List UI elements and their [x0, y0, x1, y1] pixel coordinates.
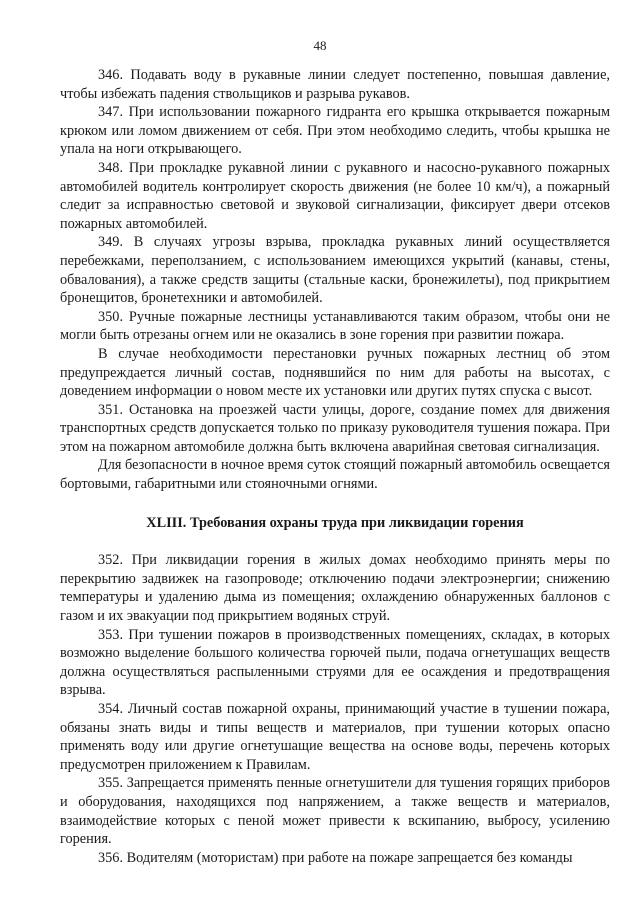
paragraph-354: 354. Личный состав пожарной охраны, принимающий участие в тушении пожара, обязаны знать виды и типы веществ и материалов, при тушении которых опасно применять воду или другие огнетушащие вещества на основе воды, перечень которых предусмотрен приложением к Правилам.	[60, 701, 610, 773]
paragraph-346: 346. Подавать воду в рукавные линии следует постепенно, повышая давление, чтобы избежать падения ствольщиков и разрыва рукавов.	[60, 67, 610, 102]
paragraph-350-continued: В случае необходимости перестановки ручных пожарных лестниц об этом предупреждается личный состав, поднявшийся по ним для работы на высотах, с доведением информации о новом месте их установки или других путях спуска с высот.	[60, 345, 610, 400]
section-heading: XLIII. Требования охраны труда при ликвидации горения	[146, 514, 524, 531]
paragraph-352: 352. При ликвидации горения в жилых домах необходимо принять меры по перекрытию задвижек на газопроводе; отключению подачи электроэнергии; снижению температуры и удалению дыма из помещения; охлаждению обнаруженных баллонов с газом и их эвакуации под прикрытием водяных струй.	[60, 552, 610, 625]
document-body	[60, 66, 610, 867]
paragraph-351-continued: Для безопасности в ночное время суток стоящий пожарный автомобиль освещается бортовыми, габаритными или стояночными огнями.	[60, 457, 610, 493]
paragraph-351: 351. Остановка на проезжей части улицы, дороге, создание помех для движения транспортных средств допускается только по приказу руководителя тушения пожара. При этом на пожарном автомобиле должна быть включена аварийная световая сигнализация.	[60, 401, 610, 455]
paragraph-347: 347. При использовании пожарного гидранта его крышка открывается пожарным крюком или ломом движением от себя. При этом необходимо следить, чтобы крышка не упала на ноги открывающего.	[60, 104, 610, 158]
paragraph-348: 348. При прокладке рукавной линии с рукавного и насосно-рукавного пожарных автомобилей водитель контролирует скорость движения (не более 10 км/ч), а пожарный следит за исправностью световой и звуковой сигнализации, фиксирует двери отсеков пожарных автомобилей.	[60, 159, 610, 232]
paragraph-355: 355. Запрещается применять пенные огнетушители для тушения горящих приборов и оборудования, находящихся под напряжением, а также веществ и материалов, взаимодействие которых с пеной может привести к вскипанию, выбросу, усилению горения.	[60, 775, 610, 848]
paragraph-349: 349. В случаях угрозы взрыва, прокладка рукавных линий осуществляется перебежками, переползанием, с использованием имеющихся укрытий (канавы, стены, обвалования), а также средств защиты (стальные каски, бронежилеты), под прикрытием бронещитов, бронетехники и автомобилей.	[60, 234, 610, 307]
paragraph-353: 353. При тушении пожаров в производственных помещениях, складах, в которых возможно выделение большого количества горючей пыли, подача огнетушащих веществ должна осуществляться распыленными струями для ее осаждения и предотвращения взрыва.	[60, 626, 610, 699]
page-number: 48	[313, 38, 327, 53]
paragraph-356: 356. Водителям (мотористам) при работе на пожаре запрещается без команды	[98, 849, 573, 866]
paragraph-350: 350. Ручные пожарные лестницы устанавливаются таким образом, чтобы они не могли быть отрезаны огнем или не оказались в зоне горения при развитии пожара.	[60, 308, 610, 344]
